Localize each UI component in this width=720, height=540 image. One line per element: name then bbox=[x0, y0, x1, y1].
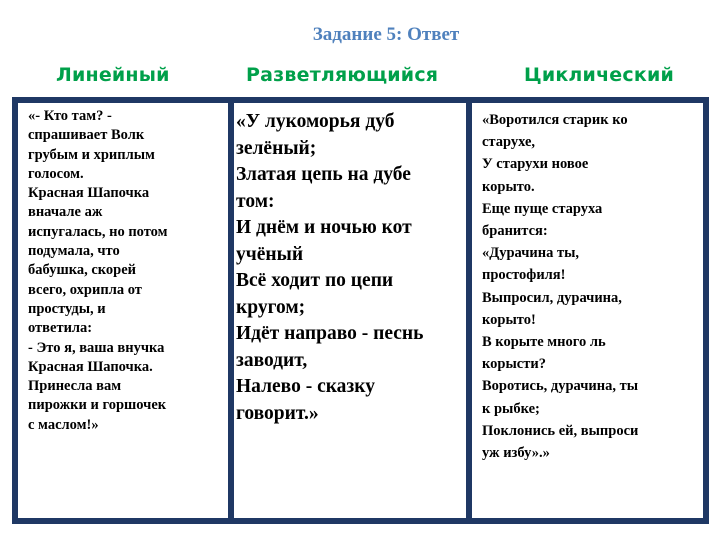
column-header-branching: Разветляющийся bbox=[246, 64, 439, 86]
examples-table bbox=[12, 97, 709, 524]
branching-example-text: «У лукоморья дуб зелёный; Златая цепь на дубе том: И днём и ночью кот учёный Всё ходит по цепи кругом; Идёт направо - песнь заводит, Налево - сказку говорит.» bbox=[234, 103, 466, 518]
column-header-cyclic: Циклический bbox=[524, 64, 674, 86]
slide-title: Задание 5: Ответ bbox=[312, 24, 460, 45]
cyclic-example-text: «Воротился старик ко старухе, У старухи новое корыто. Еще пуще старуха бранится: «Дурачина ты, простофиля! Выпросил, дурачина, корыто! В корыте много ль корысти? Воротись, дурачина, ты к рыбке; Поклонись ей, выпроси уж избу».» bbox=[472, 103, 703, 518]
linear-example-text: «- Кто там? - спрашивает Волк грубым и хриплым голосом. Красная Шапочка вначале аж испугалась, но потом подумала, что бабушка, скорей всего, охрипла от простуды, и ответила: - Это я, ваша внучка Красная Шапочка. Принесла вам пирожки и горшочек с маслом!» bbox=[18, 103, 228, 518]
column-header-linear: Линейный bbox=[56, 64, 170, 86]
